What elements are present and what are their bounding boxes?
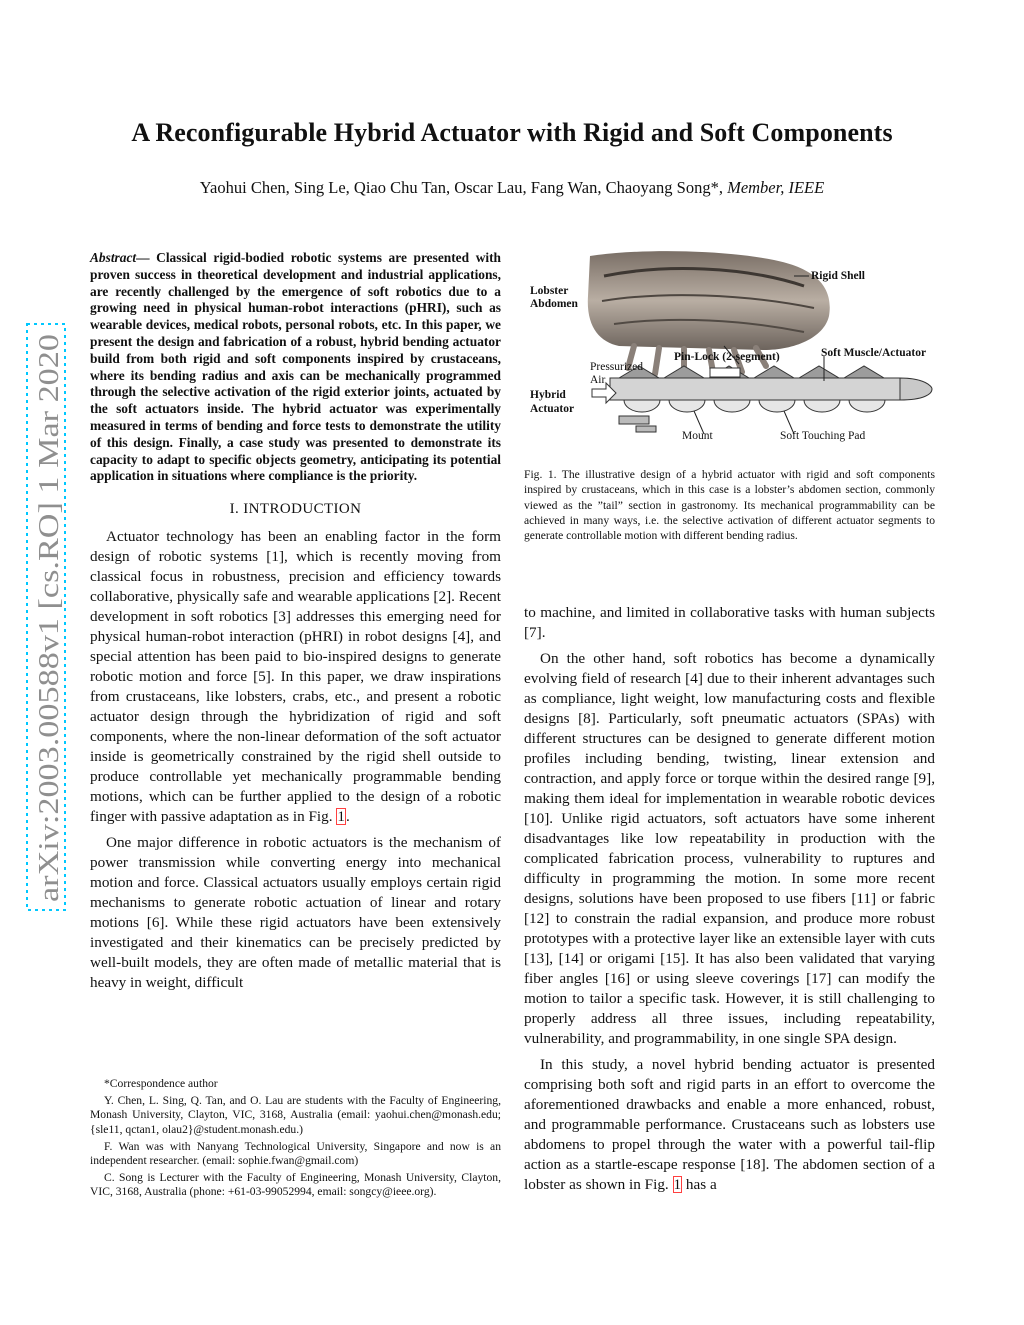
right-column bbox=[524, 603, 935, 1195]
author-list bbox=[0, 178, 1024, 198]
footnote-students: Y. Chen, L. Sing, Q. Tan, and O. Lau are students with the Faculty of Engineering, Monash University, Clayton, VIC, 3168, Australia (email: yaohui.chen@monash.edu; {sle11, qctan1, olau2}@student.monash.edu.) bbox=[90, 1094, 501, 1136]
label-abdomen: Abdomen bbox=[530, 298, 578, 310]
right-paragraph-1: On the other hand, soft robotics has become a dynamically evolving field of research [4] due to their inherent advantages such as compliance, light weight, low manufacturing costs and flexible designs [8]. Particularly, soft pneumatic actuators (SPAs) with different structures can be designed to generate different motion profiles including bending, twisting, linear extension and contraction, and apply force or torque within the desired range [9], making them ideal for implementation in wearable robotic devices [10]. Unlike rigid actuators, soft actuators have some inherent disadvantages like low repeatability in production with the complicated fabrication process, vulnerability to ruptures and difficulty in programming the motion. In some more recent designs, solutions have been proposed to use fibers [11] or fabric [12] to constrain the radial expansion, and produce more robust prototypes with a protective layer like an extensible layer with cuts [13], [14] or origami [15]. It has also been validated that varying fiber angles [16] or using sleeve coverings [17] can modify the motion to tailor a specific task. However, it is still challenging to properly address all three issues, including repeatability, vulnerability, and programmability, in one single SPA design. bbox=[524, 650, 935, 1047]
label-pin-lock: Pin-Lock (2-segment) bbox=[674, 351, 780, 363]
intro-paragraph-2: One major difference in robotic actuators is the mechanism of power transmission while converting energy into mechanical motion and force. Classical actuators usually employs certain rigid mechanisms to generate robotic actuation of linear and rotary motions [6]. While these rigid actuators have been extensively investigated and their kinematics can be precisely predicted by well-built models, they are often made of metallic material that is heavy in weight, difficult bbox=[90, 834, 501, 992]
figure-1-caption: Fig. 1. The illustrative design of a hybrid actuator with rigid and soft components inspired by crustaceans, which in this case is a lobster’s abdomen section, commonly viewed as the ”tail” section in gastronomy. Its mechanical programmability can be achieved in many ways, i.e. the selective activation of different actuator segments to generate controllable motion with different bending radius. bbox=[524, 468, 935, 543]
abstract bbox=[90, 250, 501, 485]
label-hybrid: Hybrid bbox=[530, 389, 566, 401]
footnotes bbox=[90, 1077, 501, 1203]
footnote-wan: F. Wan was with Nanyang Technological University, Singapore and now is an independent researcher. (email: sophie.fwan@gmail.com) bbox=[90, 1139, 501, 1168]
label-soft-pad: Soft Touching Pad bbox=[780, 430, 866, 442]
figure-link[interactable]: 1 bbox=[673, 1176, 682, 1193]
footnote-correspondence: *Correspondence author bbox=[104, 1077, 218, 1090]
right-p2-text: In this study, a novel hybrid bending actuator is presented comprising both soft and rigid parts in an effort to overcome the aforementioned drawbacks and enable a more enhanced, robust, and programmable performance. Crustaceans such as lobsters use abdomens to propel through the water with a powerful tail-flip action as a startle-escape response [18]. The abdomen section of a lobster as shown in Fig. bbox=[524, 1056, 935, 1193]
label-mount: Mount bbox=[682, 430, 713, 442]
intro-p1-end: . bbox=[345, 808, 350, 826]
label-pressurized: Pressurized bbox=[590, 361, 644, 373]
footnote-song: C. Song is Lecturer with the Faculty of Engineering, Monash University, Clayton, VIC, 3168, Australia (phone: +61-03-99052994, email: songcy@ieee.org). bbox=[90, 1171, 501, 1199]
label-soft-muscle: Soft Muscle/Actuator bbox=[821, 347, 927, 359]
label-rigid-shell: Rigid Shell bbox=[811, 270, 866, 282]
lobster-actuator-illustration bbox=[524, 246, 935, 451]
hybrid-actuator-drawing bbox=[592, 366, 932, 432]
right-p2-end: has a bbox=[682, 1176, 717, 1193]
right-paragraph-2 bbox=[524, 1055, 935, 1195]
abstract-text: — Classical rigid-bodied robotic systems are presented with proven success in theoretical development and industrial applications, are recently challenged by the emergence of soft robotics due to a growing need in physical human-robot interactions (pHRI), such as wearable devices, medical robots, personal robots, etc. In this paper, we present the design and fabrication of a robust, hybrid bending actuator build from both rigid and soft components inspired by crustaceans, where its bending radius and axis can be mechanically programmed through the selective activation of the rigid exterior joints, actuated by the soft actuators inside. The hybrid actuator was experimentally measured in terms of bending and force tests to demonstrate the utility of this design. Finally, a case study was presented to demonstrate its capacity to adapt to specific objects geometry, anticipating its potential application in situations where compliance is the priority. bbox=[90, 250, 501, 484]
label-actuator: Actuator bbox=[530, 403, 575, 415]
figure-link[interactable]: 1 bbox=[337, 808, 345, 826]
authors-names: Yaohui Chen, Sing Le, Qiao Chu Tan, Oscar Lau, Fang Wan, Chaoyang Song*, bbox=[199, 178, 723, 197]
intro-paragraph-1 bbox=[90, 527, 501, 827]
figure-1 bbox=[524, 246, 935, 451]
abstract-label: Abstract bbox=[90, 250, 137, 265]
label-lobster: Lobster bbox=[530, 285, 569, 297]
arxiv-stamp[interactable] bbox=[24, 322, 68, 912]
paper-title: A Reconfigurable Hybrid Actuator with Rigid and Soft Components bbox=[131, 118, 893, 147]
section-heading-introduction: I. INTRODUCTION bbox=[229, 501, 362, 518]
left-column bbox=[90, 250, 501, 993]
intro-p1-text: Actuator technology has been an enabling factor in the form design of robotic systems [1], which is recently moving from classical focus in robustness, precision and efficiency towards collaborative, physically safe and wearable applications [2]. Recent development in soft robotics [3] addresses this emerging need for physical human-robot interaction (pHRI) in robot designs [4], and special attention has been paid to bio-inspired designs to generate robotic motion and force [5]. In this paper, we draw inspirations from crustaceans, like lobsters, crabs, etc., and present a robotic actuator design through the hybridization of rigid and soft components, where the non-linear deformation of the soft actuator inside is geometrically constrained by the rigid shell outside to produce controllable yet mechanically programmable bending motions, which can be further applied to the design of a robotic finger with passive adaptation as in Fig. bbox=[90, 528, 501, 826]
label-air: Air bbox=[590, 374, 606, 386]
arxiv-id: arXiv:2003.00588v1 [cs.RO] 1 Mar 2020 bbox=[34, 436, 65, 902]
authors-affiliation: Member, IEEE bbox=[727, 178, 825, 197]
right-paragraph-0: to machine, and limited in collaborative tasks with human subjects [7]. bbox=[524, 604, 935, 641]
